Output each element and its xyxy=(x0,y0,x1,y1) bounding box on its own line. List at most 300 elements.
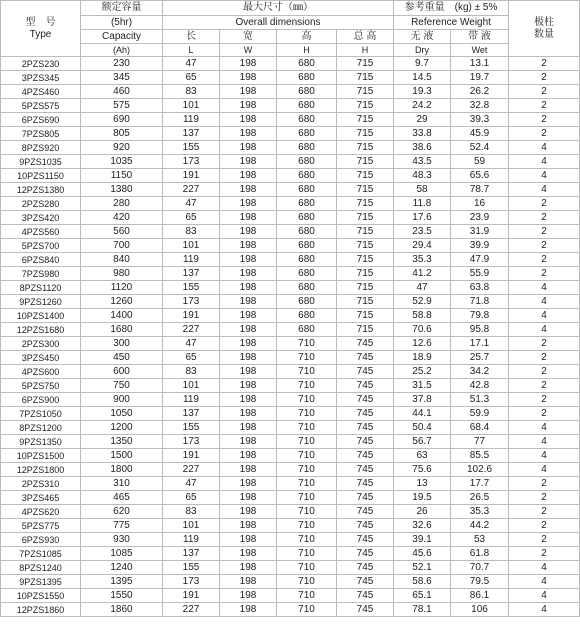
length-cell: 191 xyxy=(163,589,220,603)
poles-cell: 2 xyxy=(509,351,580,365)
height-cell: 680 xyxy=(277,71,337,85)
table-row xyxy=(1,575,580,589)
height-cell: 680 xyxy=(277,225,337,239)
poles-header-line1: 极柱 xyxy=(534,16,555,28)
length-cell: 83 xyxy=(163,365,220,379)
dry-weight-cell: 52.1 xyxy=(394,561,451,575)
capacity-cell: 1500 xyxy=(81,449,163,463)
poles-cell: 2 xyxy=(509,547,580,561)
total-height-cell: 745 xyxy=(337,463,394,477)
table-row xyxy=(1,295,580,309)
length-cell: 155 xyxy=(163,561,220,575)
length-cell: 173 xyxy=(163,575,220,589)
table-row xyxy=(1,127,580,141)
height-cell: 680 xyxy=(277,113,337,127)
model-cell: 5PZS750 xyxy=(1,379,81,393)
poles-cell: 2 xyxy=(509,491,580,505)
wet-weight-cell: 47.9 xyxy=(451,253,509,267)
capacity-cell: 300 xyxy=(81,337,163,351)
height-cell: 710 xyxy=(277,561,337,575)
model-cell: 9PZS1260 xyxy=(1,295,81,309)
wet-weight-cell: 39.3 xyxy=(451,113,509,127)
width-cell: 198 xyxy=(220,337,277,351)
model-cell: 8PZS920 xyxy=(1,141,81,155)
dry-weight-cell: 23.5 xyxy=(394,225,451,239)
dry-weight-cell: 9.7 xyxy=(394,57,451,71)
length-cell: 83 xyxy=(163,85,220,99)
width-cell: 198 xyxy=(220,225,277,239)
total-height-header-cn: 总 高 xyxy=(337,30,394,44)
capacity-cell: 1035 xyxy=(81,155,163,169)
width-cell: 198 xyxy=(220,239,277,253)
total-height-cell: 715 xyxy=(337,309,394,323)
model-cell: 6PZS930 xyxy=(1,533,81,547)
dry-weight-cell: 29 xyxy=(394,113,451,127)
wet-weight-cell: 95.8 xyxy=(451,323,509,337)
length-cell: 119 xyxy=(163,253,220,267)
table-row xyxy=(1,603,580,617)
poles-cell: 4 xyxy=(509,169,580,183)
wet-weight-cell: 44.2 xyxy=(451,519,509,533)
height-cell: 680 xyxy=(277,127,337,141)
length-cell: 137 xyxy=(163,127,220,141)
height-cell: 680 xyxy=(277,197,337,211)
total-height-cell: 715 xyxy=(337,99,394,113)
wet-weight-cell: 59.9 xyxy=(451,407,509,421)
dry-weight-cell: 56.7 xyxy=(394,435,451,449)
width-cell: 198 xyxy=(220,449,277,463)
model-cell: 5PZS575 xyxy=(1,99,81,113)
wet-weight-cell: 79.5 xyxy=(451,575,509,589)
height-cell: 710 xyxy=(277,491,337,505)
table-row xyxy=(1,491,580,505)
height-cell: 680 xyxy=(277,141,337,155)
poles-cell: 2 xyxy=(509,533,580,547)
dry-weight-cell: 58.8 xyxy=(394,309,451,323)
length-cell: 101 xyxy=(163,519,220,533)
width-header-en: W xyxy=(220,44,277,57)
model-cell: 3PZS465 xyxy=(1,491,81,505)
model-header-cn: 型 号 xyxy=(25,16,56,28)
poles-cell: 4 xyxy=(509,183,580,197)
total-height-cell: 745 xyxy=(337,449,394,463)
length-cell: 227 xyxy=(163,603,220,617)
dry-weight-cell: 39.1 xyxy=(394,533,451,547)
total-height-cell: 715 xyxy=(337,197,394,211)
poles-cell: 2 xyxy=(509,113,580,127)
table-row xyxy=(1,155,580,169)
total-height-cell: 745 xyxy=(337,435,394,449)
model-cell: 2PZS310 xyxy=(1,477,81,491)
length-cell: 47 xyxy=(163,57,220,71)
wet-weight-cell: 16 xyxy=(451,197,509,211)
table-row xyxy=(1,477,580,491)
table-row xyxy=(1,85,580,99)
total-height-cell: 715 xyxy=(337,225,394,239)
wet-weight-cell: 23.9 xyxy=(451,211,509,225)
height-cell: 680 xyxy=(277,57,337,71)
capacity-cell: 840 xyxy=(81,253,163,267)
wet-weight-cell: 42.8 xyxy=(451,379,509,393)
wet-weight-cell: 86.1 xyxy=(451,589,509,603)
wet-weight-cell: 59 xyxy=(451,155,509,169)
table-row xyxy=(1,183,580,197)
poles-cell: 4 xyxy=(509,309,580,323)
wet-weight-cell: 70.7 xyxy=(451,561,509,575)
capacity-cell: 1550 xyxy=(81,589,163,603)
length-cell: 101 xyxy=(163,379,220,393)
dry-weight-cell: 43.5 xyxy=(394,155,451,169)
model-cell: 3PZS450 xyxy=(1,351,81,365)
weight-header-en: Reference Weight xyxy=(394,16,509,30)
height-cell: 710 xyxy=(277,505,337,519)
poles-cell: 4 xyxy=(509,463,580,477)
total-height-cell: 745 xyxy=(337,491,394,505)
height-cell: 710 xyxy=(277,463,337,477)
poles-cell: 2 xyxy=(509,393,580,407)
wet-weight-cell: 39.9 xyxy=(451,239,509,253)
height-cell: 710 xyxy=(277,407,337,421)
capacity-cell: 420 xyxy=(81,211,163,225)
table-row xyxy=(1,589,580,603)
length-cell: 83 xyxy=(163,225,220,239)
table-row xyxy=(1,197,580,211)
model-cell: 9PZS1035 xyxy=(1,155,81,169)
width-cell: 198 xyxy=(220,519,277,533)
table-row xyxy=(1,561,580,575)
width-cell: 198 xyxy=(220,477,277,491)
poles-cell: 2 xyxy=(509,225,580,239)
length-header-cn: 长 xyxy=(163,30,220,44)
model-cell: 2PZS300 xyxy=(1,337,81,351)
wet-weight-cell: 32.8 xyxy=(451,99,509,113)
dry-weight-cell: 12.6 xyxy=(394,337,451,351)
poles-cell: 2 xyxy=(509,99,580,113)
capacity-cell: 920 xyxy=(81,141,163,155)
table-row xyxy=(1,57,580,71)
width-cell: 198 xyxy=(220,491,277,505)
length-cell: 173 xyxy=(163,155,220,169)
length-cell: 65 xyxy=(163,71,220,85)
width-cell: 198 xyxy=(220,379,277,393)
capacity-unit: (Ah) xyxy=(81,44,163,57)
poles-cell: 4 xyxy=(509,575,580,589)
poles-cell: 2 xyxy=(509,337,580,351)
model-header xyxy=(1,1,81,57)
width-cell: 198 xyxy=(220,253,277,267)
capacity-cell: 310 xyxy=(81,477,163,491)
dry-weight-cell: 17.6 xyxy=(394,211,451,225)
total-height-cell: 745 xyxy=(337,589,394,603)
total-height-cell: 745 xyxy=(337,407,394,421)
model-cell: 4PZS460 xyxy=(1,85,81,99)
weight-header-cn: 参考重量 (kg) ± 5% xyxy=(394,1,509,16)
length-cell: 119 xyxy=(163,533,220,547)
capacity-cell: 1120 xyxy=(81,281,163,295)
width-cell: 198 xyxy=(220,323,277,337)
length-cell: 101 xyxy=(163,99,220,113)
model-cell: 10PZS1400 xyxy=(1,309,81,323)
poles-header-line2: 数量 xyxy=(534,28,555,40)
model-cell: 5PZS775 xyxy=(1,519,81,533)
width-cell: 198 xyxy=(220,295,277,309)
wet-weight-cell: 19.7 xyxy=(451,71,509,85)
length-cell: 137 xyxy=(163,407,220,421)
model-cell: 2PZS280 xyxy=(1,197,81,211)
height-cell: 680 xyxy=(277,309,337,323)
total-height-cell: 745 xyxy=(337,379,394,393)
dry-weight-cell: 13 xyxy=(394,477,451,491)
width-cell: 198 xyxy=(220,197,277,211)
dry-weight-cell: 70.6 xyxy=(394,323,451,337)
poles-cell: 4 xyxy=(509,561,580,575)
total-height-cell: 745 xyxy=(337,533,394,547)
height-cell: 710 xyxy=(277,379,337,393)
height-cell: 710 xyxy=(277,519,337,533)
width-cell: 198 xyxy=(220,183,277,197)
model-cell: 12PZS1380 xyxy=(1,183,81,197)
model-cell: 12PZS1680 xyxy=(1,323,81,337)
height-cell: 710 xyxy=(277,603,337,617)
table-row xyxy=(1,393,580,407)
model-cell: 7PZS1085 xyxy=(1,547,81,561)
height-cell: 710 xyxy=(277,477,337,491)
poles-cell: 2 xyxy=(509,365,580,379)
wet-weight-cell: 53 xyxy=(451,533,509,547)
dry-weight-cell: 35.3 xyxy=(394,253,451,267)
dry-weight-cell: 52.9 xyxy=(394,295,451,309)
capacity-cell: 1680 xyxy=(81,323,163,337)
wet-weight-cell: 13.1 xyxy=(451,57,509,71)
model-cell: 3PZS345 xyxy=(1,71,81,85)
capacity-rate: (5hr) xyxy=(81,16,163,30)
length-cell: 227 xyxy=(163,323,220,337)
capacity-cell: 600 xyxy=(81,365,163,379)
width-cell: 198 xyxy=(220,603,277,617)
length-cell: 119 xyxy=(163,393,220,407)
capacity-cell: 700 xyxy=(81,239,163,253)
width-cell: 198 xyxy=(220,505,277,519)
total-height-cell: 715 xyxy=(337,323,394,337)
capacity-cell: 1200 xyxy=(81,421,163,435)
total-height-cell: 715 xyxy=(337,113,394,127)
poles-cell: 2 xyxy=(509,239,580,253)
capacity-cell: 280 xyxy=(81,197,163,211)
length-cell: 65 xyxy=(163,491,220,505)
total-height-cell: 715 xyxy=(337,253,394,267)
table-row xyxy=(1,421,580,435)
model-cell: 3PZS420 xyxy=(1,211,81,225)
height-cell: 680 xyxy=(277,99,337,113)
poles-cell: 4 xyxy=(509,323,580,337)
total-height-cell: 715 xyxy=(337,295,394,309)
capacity-cell: 900 xyxy=(81,393,163,407)
length-cell: 47 xyxy=(163,477,220,491)
dry-weight-cell: 32.6 xyxy=(394,519,451,533)
height-cell: 680 xyxy=(277,295,337,309)
table-row xyxy=(1,533,580,547)
total-height-cell: 715 xyxy=(337,71,394,85)
dry-weight-cell: 78.1 xyxy=(394,603,451,617)
wet-weight-cell: 102.6 xyxy=(451,463,509,477)
model-cell: 9PZS1350 xyxy=(1,435,81,449)
table-row xyxy=(1,435,580,449)
poles-cell: 4 xyxy=(509,603,580,617)
width-cell: 198 xyxy=(220,351,277,365)
poles-cell: 2 xyxy=(509,519,580,533)
model-cell: 8PZS1200 xyxy=(1,421,81,435)
capacity-cell: 805 xyxy=(81,127,163,141)
table-row xyxy=(1,519,580,533)
capacity-header-cn: 额定容量 xyxy=(81,1,163,16)
height-cell: 680 xyxy=(277,85,337,99)
capacity-cell: 1395 xyxy=(81,575,163,589)
total-height-header-en: H xyxy=(337,44,394,57)
dry-weight-cell: 58 xyxy=(394,183,451,197)
table-row xyxy=(1,99,580,113)
wet-weight-cell: 34.2 xyxy=(451,365,509,379)
width-cell: 198 xyxy=(220,267,277,281)
wet-weight-cell: 26.2 xyxy=(451,85,509,99)
length-cell: 191 xyxy=(163,169,220,183)
table-row xyxy=(1,323,580,337)
model-cell: 10PZS1500 xyxy=(1,449,81,463)
width-cell: 198 xyxy=(220,547,277,561)
width-cell: 198 xyxy=(220,561,277,575)
dry-weight-cell: 50.4 xyxy=(394,421,451,435)
length-cell: 191 xyxy=(163,449,220,463)
table-row xyxy=(1,71,580,85)
height-cell: 680 xyxy=(277,281,337,295)
table-row xyxy=(1,141,580,155)
wet-weight-cell: 65.6 xyxy=(451,169,509,183)
wet-header-cn: 带 液 xyxy=(451,30,509,44)
dry-header-cn: 无 液 xyxy=(394,30,451,44)
dimensions-header-cn: 最大尺寸（㎜） xyxy=(163,1,394,16)
total-height-cell: 715 xyxy=(337,85,394,99)
length-cell: 83 xyxy=(163,505,220,519)
poles-cell: 4 xyxy=(509,435,580,449)
width-cell: 198 xyxy=(220,85,277,99)
height-cell: 710 xyxy=(277,533,337,547)
capacity-cell: 345 xyxy=(81,71,163,85)
dry-weight-cell: 38.6 xyxy=(394,141,451,155)
poles-cell: 4 xyxy=(509,421,580,435)
height-cell: 710 xyxy=(277,589,337,603)
width-header-cn: 宽 xyxy=(220,30,277,44)
capacity-cell: 980 xyxy=(81,267,163,281)
total-height-cell: 715 xyxy=(337,239,394,253)
dry-weight-cell: 31.5 xyxy=(394,379,451,393)
total-height-cell: 745 xyxy=(337,547,394,561)
wet-weight-cell: 45.9 xyxy=(451,127,509,141)
poles-cell: 4 xyxy=(509,155,580,169)
poles-cell: 2 xyxy=(509,211,580,225)
model-cell: 8PZS1240 xyxy=(1,561,81,575)
table-header xyxy=(1,1,580,57)
wet-weight-cell: 77 xyxy=(451,435,509,449)
dry-weight-cell: 11.8 xyxy=(394,197,451,211)
model-cell: 7PZS1050 xyxy=(1,407,81,421)
capacity-cell: 750 xyxy=(81,379,163,393)
total-height-cell: 745 xyxy=(337,351,394,365)
wet-weight-cell: 63.8 xyxy=(451,281,509,295)
wet-weight-cell: 85.5 xyxy=(451,449,509,463)
table-row xyxy=(1,309,580,323)
total-height-cell: 715 xyxy=(337,211,394,225)
capacity-cell: 1400 xyxy=(81,309,163,323)
capacity-cell: 575 xyxy=(81,99,163,113)
capacity-header-en: Capacity xyxy=(81,30,163,44)
length-cell: 155 xyxy=(163,421,220,435)
height-cell: 680 xyxy=(277,267,337,281)
poles-cell: 2 xyxy=(509,197,580,211)
model-cell: 6PZS840 xyxy=(1,253,81,267)
length-cell: 155 xyxy=(163,281,220,295)
total-height-cell: 745 xyxy=(337,603,394,617)
table-row xyxy=(1,211,580,225)
length-cell: 137 xyxy=(163,547,220,561)
width-cell: 198 xyxy=(220,71,277,85)
width-cell: 198 xyxy=(220,365,277,379)
width-cell: 198 xyxy=(220,309,277,323)
dry-weight-cell: 47 xyxy=(394,281,451,295)
width-cell: 198 xyxy=(220,57,277,71)
dry-weight-cell: 44.1 xyxy=(394,407,451,421)
model-cell: 12PZS1800 xyxy=(1,463,81,477)
capacity-cell: 930 xyxy=(81,533,163,547)
length-cell: 119 xyxy=(163,113,220,127)
model-cell: 6PZS900 xyxy=(1,393,81,407)
wet-weight-cell: 52.4 xyxy=(451,141,509,155)
width-cell: 198 xyxy=(220,421,277,435)
poles-cell: 2 xyxy=(509,253,580,267)
total-height-cell: 715 xyxy=(337,183,394,197)
poles-cell: 2 xyxy=(509,85,580,99)
wet-weight-cell: 25.7 xyxy=(451,351,509,365)
table-row xyxy=(1,337,580,351)
table-row xyxy=(1,267,580,281)
poles-cell: 2 xyxy=(509,505,580,519)
length-cell: 227 xyxy=(163,463,220,477)
total-height-cell: 745 xyxy=(337,575,394,589)
height-cell: 680 xyxy=(277,253,337,267)
capacity-cell: 1240 xyxy=(81,561,163,575)
table-row xyxy=(1,239,580,253)
dry-weight-cell: 33.8 xyxy=(394,127,451,141)
dry-weight-cell: 37.8 xyxy=(394,393,451,407)
wet-header-en: Wet xyxy=(451,44,509,57)
height-cell: 710 xyxy=(277,547,337,561)
model-cell: 10PZS1150 xyxy=(1,169,81,183)
width-cell: 198 xyxy=(220,393,277,407)
total-height-cell: 715 xyxy=(337,127,394,141)
capacity-cell: 1800 xyxy=(81,463,163,477)
width-cell: 198 xyxy=(220,435,277,449)
length-header-en: L xyxy=(163,44,220,57)
width-cell: 198 xyxy=(220,575,277,589)
poles-cell: 2 xyxy=(509,477,580,491)
height-cell: 710 xyxy=(277,337,337,351)
length-cell: 47 xyxy=(163,337,220,351)
length-cell: 65 xyxy=(163,351,220,365)
length-cell: 191 xyxy=(163,309,220,323)
poles-cell: 4 xyxy=(509,295,580,309)
model-cell: 10PZS1550 xyxy=(1,589,81,603)
dry-weight-cell: 65.1 xyxy=(394,589,451,603)
table-row xyxy=(1,505,580,519)
total-height-cell: 715 xyxy=(337,57,394,71)
